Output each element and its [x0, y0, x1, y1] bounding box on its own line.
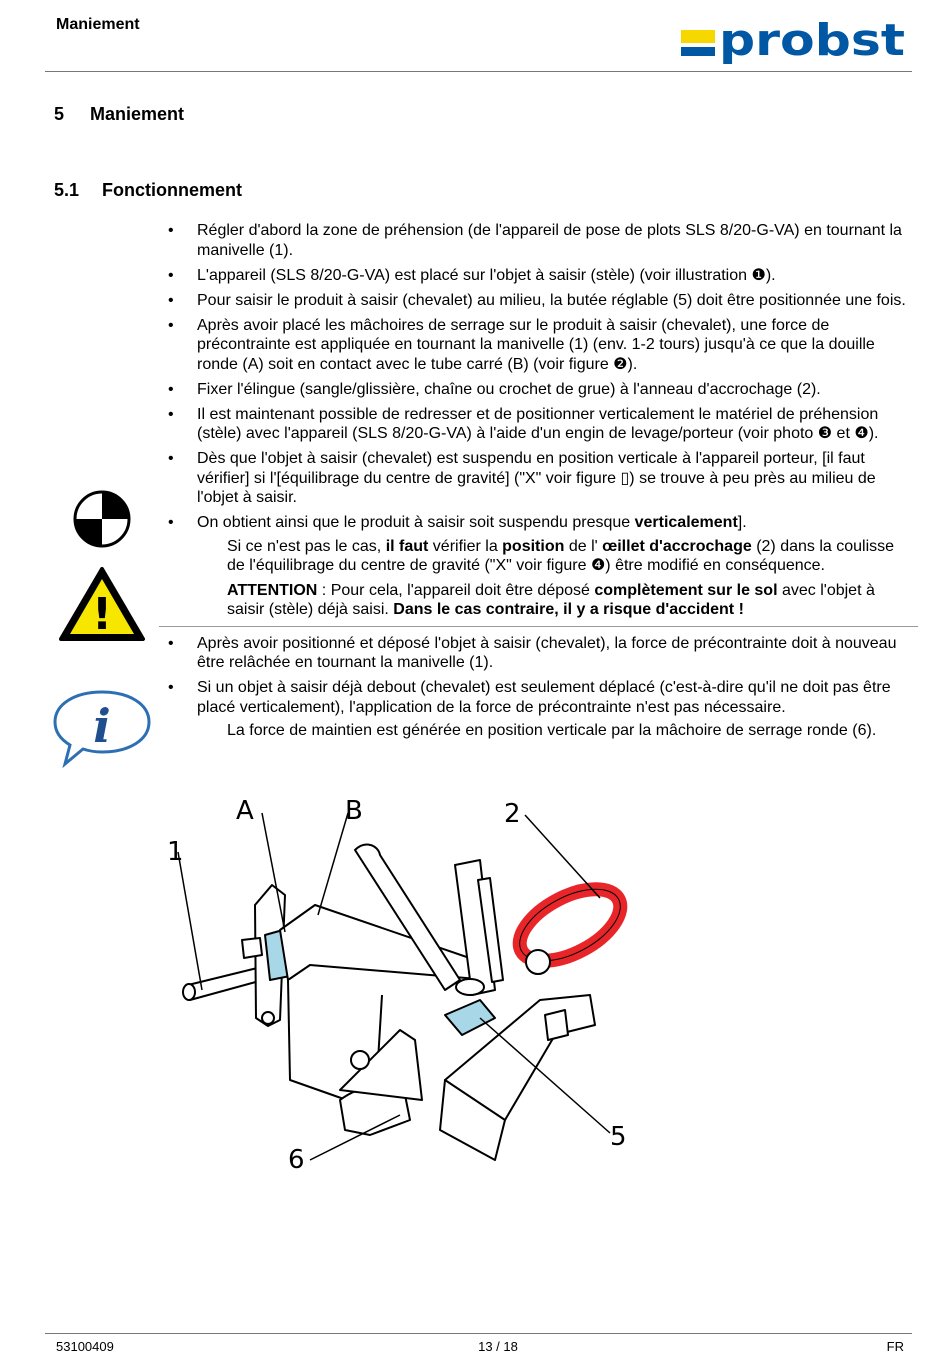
text-run: : Pour cela, l'appareil doit être déposé: [317, 581, 595, 599]
header-divider: [45, 71, 912, 72]
footer-divider: [45, 1333, 912, 1334]
text-run: de l': [564, 537, 603, 555]
label-2: 2: [504, 799, 521, 829]
text-run-bold: il faut: [385, 537, 429, 555]
content-body: [168, 221, 913, 746]
bullet-list-2: [168, 634, 913, 718]
bullet8-after: ].: [737, 514, 747, 531]
text-run: avec l'objet à saisir (stèle) déjà saisi.: [227, 581, 875, 618]
list-item: [168, 513, 913, 533]
bullet8-text: On obtient ainsi que le produit à saisir soit suspendu presque: [197, 514, 635, 531]
list-item: • Pour saisir le produit à saisir (chevalet) au milieu, la butée réglable (5) doit être positionnée une fois.: [168, 291, 913, 311]
list-item: • Après avoir placé les mâchoires de serrage sur le produit à saisir (chevalet), une force de précontrainte est appliquée en tournant la manivelle (1) (env. 1-2 tours) jusqu'à ce que la douille ronde (A) soit en contact avec le tube carré (B) (voir figure ❷).: [168, 316, 913, 375]
warning-mark: !: [91, 589, 113, 640]
list-item: • Si un objet à saisir déjà debout (chevalet) est seulement déplacé (c'est-à-dire qu'il ne doit pas être placé verticalement), l'application de la force de précontrainte n'est pas nécessaire.: [168, 678, 913, 717]
device-figure: [160, 790, 660, 1190]
list-item: • L'appareil (SLS 8/20-G-VA) est placé sur l'objet à saisir (stèle) (voir illustration ❶).: [168, 266, 913, 286]
subsection-number: 5.1: [54, 180, 80, 200]
warning-icon: [58, 566, 146, 642]
probst-logo: [681, 20, 905, 68]
section-title: Maniement: [90, 104, 185, 124]
text-run: Si ce n'est pas le cas,: [227, 537, 386, 555]
text-run-bold: œillet d'accrochage: [602, 537, 752, 555]
logo-text: probst: [719, 20, 905, 66]
footer-lang: FR: [886, 1339, 904, 1354]
bullet8-bold: verticalement: [634, 514, 738, 531]
list-item: • Régler d'abord la zone de préhension (de l'appareil de pose de plots SLS 8/20-G-VA) en tournant la manivelle (1).: [168, 221, 913, 260]
list-item: • Fixer l'élingue (sangle/glissière, chaîne ou crochet de grue) à l'anneau d'accrochage (2).: [168, 380, 913, 400]
label-5: 5: [610, 1122, 627, 1152]
info-mark: i: [93, 699, 111, 753]
list-item: • Après avoir positionné et déposé l'objet à saisir (chevalet), la force de précontrainte doit à nouveau être relâchée en tournant la manivelle (1).: [168, 634, 913, 673]
list-item: • Il est maintenant possible de redresser et de positionner verticalement le matériel de préhension (stèle) avec l'appareil (SLS 8/20-G-VA) à l'aide d'un engin de levage/porteur (voir photo ❸ et ❹).: [168, 405, 913, 444]
holding-force-paragraph: La force de maintien est générée en position verticale par la mâchoire de serrage ronde (6).: [227, 722, 877, 739]
text-run: vérifier la: [428, 537, 503, 555]
bullet-list-1: [168, 221, 913, 533]
center-of-gravity-icon: [72, 489, 132, 549]
label-a: A: [236, 796, 254, 826]
text-run-bold: position: [502, 537, 565, 555]
label-1: 1: [167, 837, 184, 867]
subsection-title: Fonctionnement: [102, 180, 242, 200]
check-paragraph: [227, 537, 913, 576]
attention-paragraph: [227, 581, 913, 620]
text-run-bold: Dans le cas contraire, il y a risque d'accident !: [393, 601, 744, 618]
section-divider: [159, 626, 918, 627]
footer-doc-number: 53100409: [56, 1339, 114, 1354]
text-run-bold: complètement sur le sol: [594, 581, 778, 599]
label-6: 6: [288, 1145, 305, 1175]
info-icon: [51, 688, 153, 768]
label-b: B: [345, 796, 363, 826]
footer-page: 13 / 18: [478, 1339, 518, 1354]
header-title: Maniement: [56, 16, 140, 33]
text-run: (2) dans la coulisse de l'équilibrage du centre de gravité ("X" voir figure ❹) être modifié en conséquence.: [227, 537, 895, 574]
list-item: • Dès que l'objet à saisir (chevalet) est suspendu en position verticale à l'appareil porteur, [il faut vérifier] si l'[équilibrage du centre de gravité] ("X" voir figure ▯) se trouve à peu près au milieu de l'objet à saisir.: [168, 449, 913, 508]
section-number: 5: [54, 104, 65, 124]
text-run-bold: ATTENTION: [227, 581, 318, 599]
